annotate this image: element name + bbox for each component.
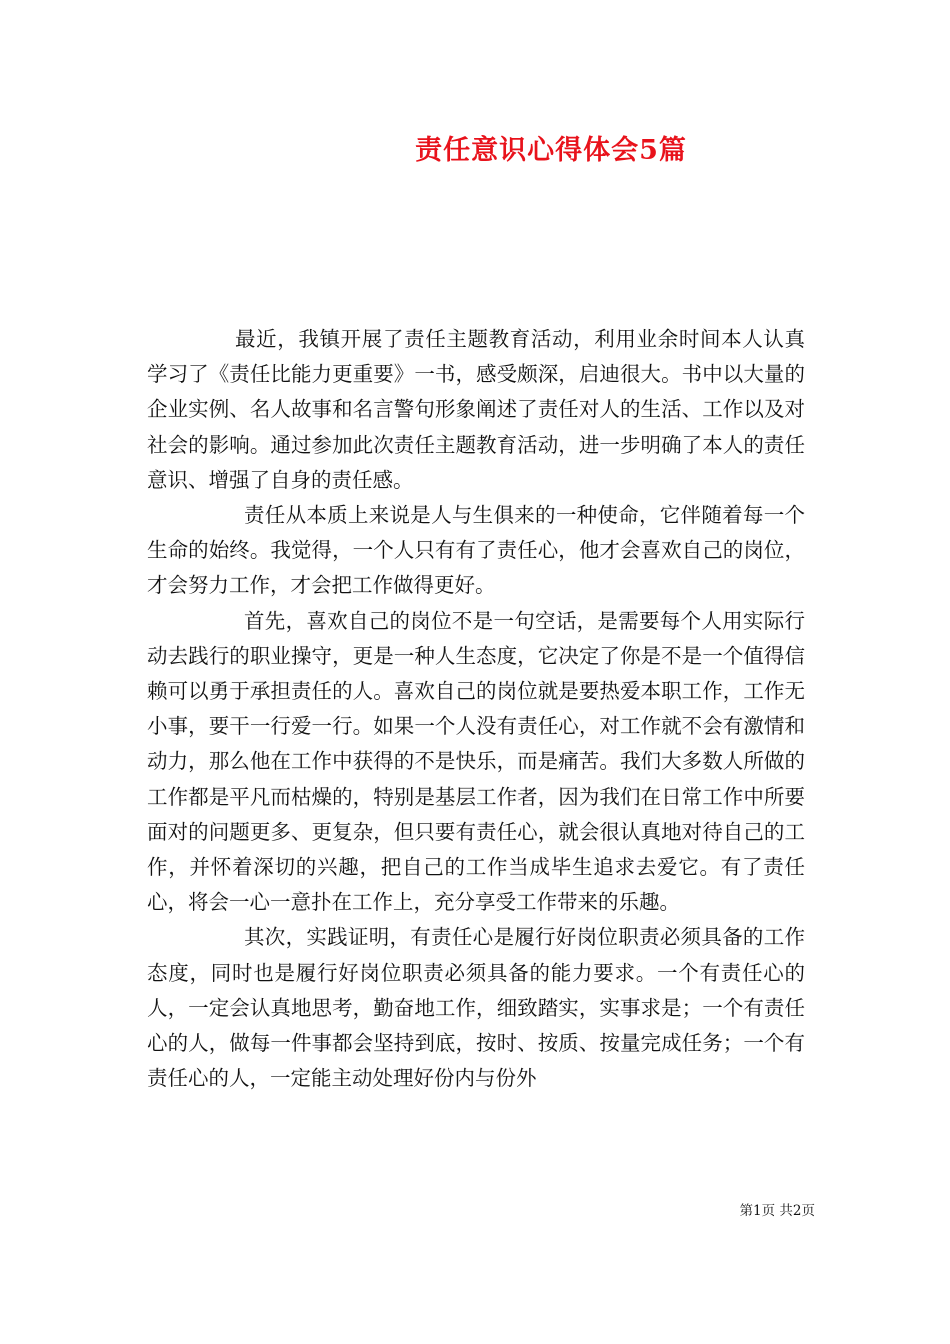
paragraph-4: 其次，实践证明，有责任心是履行好岗位职责必须具备的工作态度，同时也是履行好岗位职责必须具备的能力要求。一个有责任心的人，一定会认真地思考，勤奋地工作，细致踏实，实事求是；一个有责任心的人，做每一件事都会坚持到底，按时、按质、按量完成任务；一个有责任心的人，一定能主动处理好份内与份外	[147, 925, 805, 1091]
document-body	[147, 322, 805, 1096]
page-title: 责任意识心得体会5篇	[415, 135, 687, 166]
paragraph-2: 责任从本质上来说是人与生俱来的一种使命，它伴随着每一个生命的始终。我觉得，一个人只有有了责任心，他才会喜欢自己的岗位，才会努力工作，才会把工作做得更好。	[147, 503, 805, 598]
paragraph-3: 首先，喜欢自己的岗位不是一句空话，是需要每个人用实际行动去践行的职业操守，更是一种人生态度，它决定了你是不是一个值得信赖可以勇于承担责任的人。喜欢自己的岗位就是要热爱本职工作，工作无小事，要干一行爱一行。如果一个人没有责任心，对工作就不会有激情和动力，那么他在工作中获得的不是快乐，而是痛苦。我们大多数人所做的工作都是平凡而枯燥的，特别是基层工作者，因为我们在日常工作中所要面对的问题更多、更复杂，但只要有责任心，就会很认真地对待自己的工作，并怀着深切的兴趣，把自己的工作当成毕生追求去爱它。有了责任心，将会一心一意扑在工作上，充分享受工作带来的乐趣。	[147, 608, 805, 915]
page-number-footer: 第1页 共2页	[739, 1203, 815, 1219]
paragraph-1: 最近，我镇开展了责任主题教育活动，利用业余时间本人认真学习了《责任比能力更重要》一书，感受颇深，启迪很大。书中以大量的企业实例、名人故事和名言警句形象阐述了责任对人的生活、工作以及对社会的影响。通过参加此次责任主题教育活动，进一步明确了本人的责任意识、增强了自身的责任感。	[147, 327, 805, 492]
